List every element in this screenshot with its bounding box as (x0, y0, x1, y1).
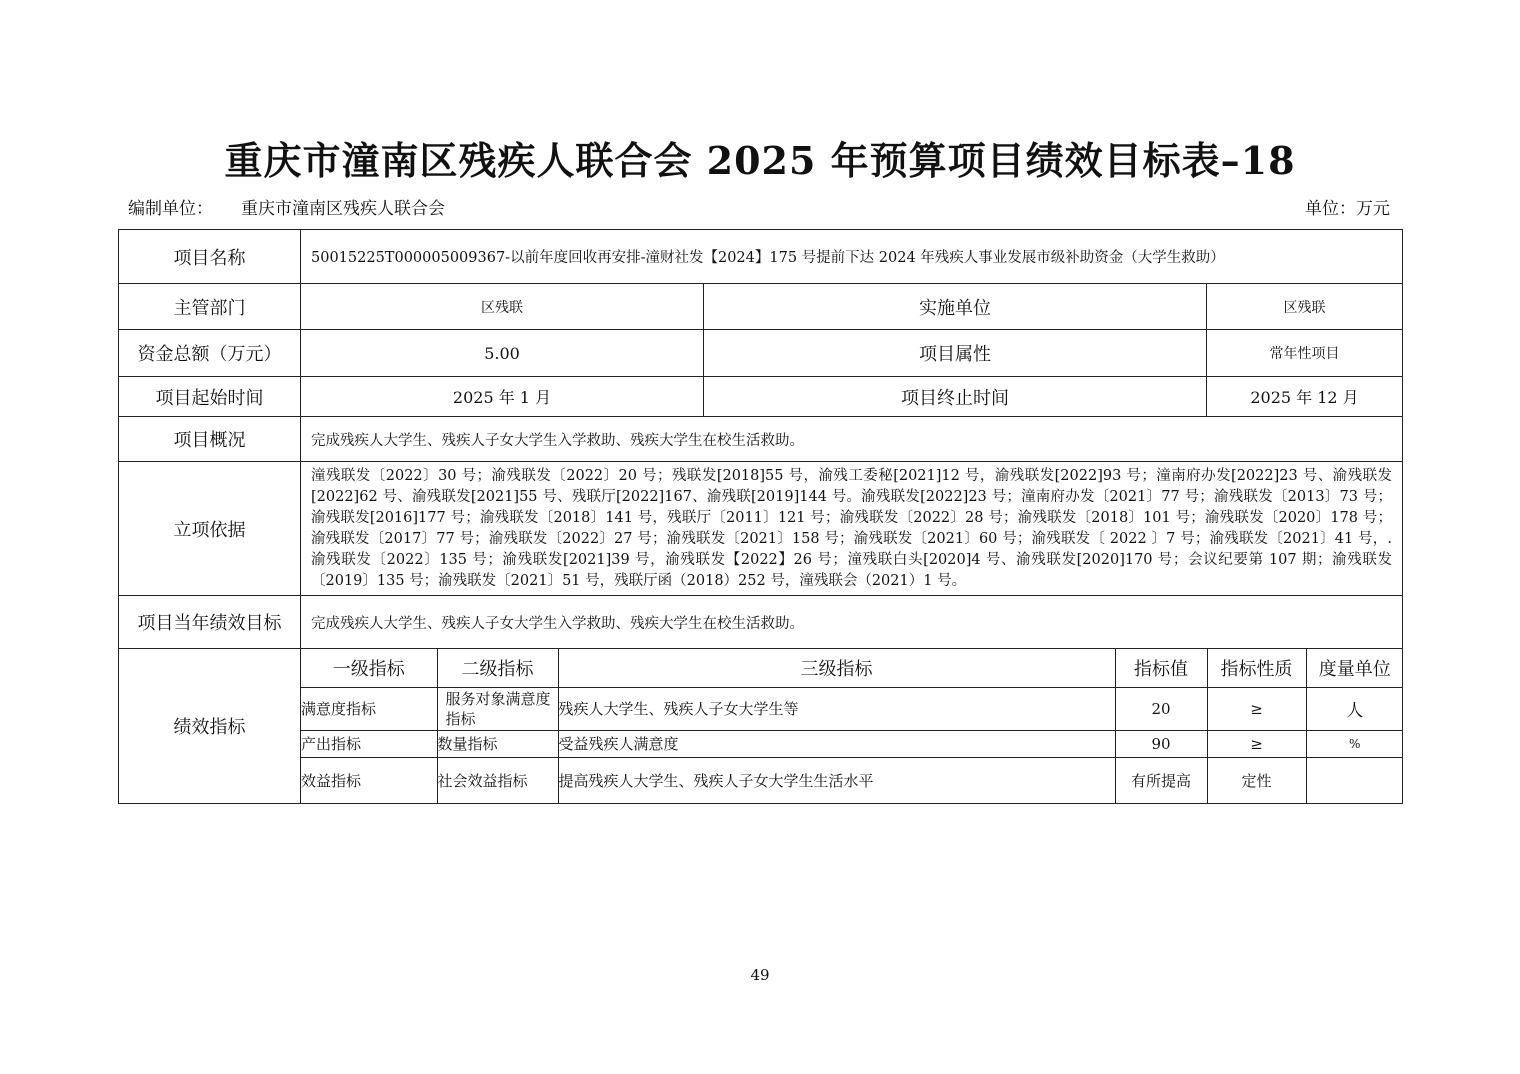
impl-label: 实施单位 (704, 284, 1207, 330)
overview-value: 完成残疾人大学生、残疾人子女大学生入学救助、残疾大学生在校生活救助。 (301, 417, 1403, 462)
indicator-l3: 残疾人大学生、残疾人子女大学生等 (558, 687, 1115, 730)
project-name-label: 项目名称 (119, 230, 301, 284)
indicator-l2: 社会效益指标 (437, 757, 558, 803)
indicator-row (301, 757, 1403, 803)
indicator-l1: 产出指标 (301, 730, 437, 757)
indicators-table (301, 649, 1403, 803)
page-title: 重庆市潼南区残疾人联合会 2025 年预算项目绩效目标表–18 (224, 138, 1296, 183)
indicator-nature: ≥ (1207, 687, 1306, 730)
perf-label: 绩效指标 (119, 649, 301, 804)
row-goal (119, 596, 1403, 649)
header-unit: 度量单位 (1306, 649, 1403, 687)
indicator-value: 有所提高 (1115, 757, 1207, 803)
start-label: 项目起始时间 (119, 377, 301, 417)
goal-value: 完成残疾人大学生、残疾人子女大学生入学救助、残疾大学生在校生活救助。 (301, 596, 1403, 649)
basis-value: 潼残联发〔2022〕30 号；渝残联发〔2022〕20 号；残联发[2018]55 号，渝残工委秘[2021]12 号，渝残联发[2022]93 号；潼南府办发[2022]23 号、渝残联发[2022]62 号、渝残联发[2021]55 号、残联厅[2022]167、渝残联[2019]144 号。渝残联发[2022]23 号；潼南府办发〔2021〕77 号；渝残联发〔2013〕73 号；渝残联发[2016]177 号；渝残联发〔2018〕141 号，残联厅〔2011〕121 号；渝残联发〔2022〕28 号；渝残联发〔2018〕101 号；渝残联发〔2020〕178 号；渝残联发〔2017〕77 号；渝残联发〔2022〕27 号；渝残联发〔2021〕158 号；渝残联发〔2021〕60 号；渝残联发〔 2022 〕7 号；渝残联发〔2021〕41 号，.渝残联发〔2022〕135 号；渝残联发[2021]39 号，渝残联发【2022】26 号；潼残联白头[2020]4 号、渝残联发[2020]170 号；会议纪要第 107 期；渝残联发〔2019〕135 号；渝残联发〔2021〕51 号，残联厅函（2018）252 号，潼残联会（2021）1 号。 (301, 462, 1403, 596)
dept-label: 主管部门 (119, 284, 301, 330)
row-fund (119, 330, 1403, 377)
goal-label: 项目当年绩效目标 (119, 596, 301, 649)
end-value: 2025 年 12 月 (1207, 377, 1403, 417)
header-l3: 三级指标 (558, 649, 1115, 687)
indicator-row (301, 687, 1403, 730)
end-label: 项目终止时间 (704, 377, 1207, 417)
indicator-unit (1306, 757, 1403, 803)
indicator-l1: 效益指标 (301, 757, 437, 803)
attr-value: 常年性项目 (1207, 330, 1403, 377)
row-indicators (119, 649, 1403, 804)
indicator-unit: % (1306, 730, 1403, 757)
header-nature: 指标性质 (1207, 649, 1306, 687)
page-number: 49 (750, 966, 770, 984)
indicator-header-row (301, 649, 1403, 687)
dept-value: 区残联 (301, 284, 704, 330)
header-l1: 一级指标 (301, 649, 437, 687)
overview-label: 项目概况 (119, 417, 301, 462)
fund-label: 资金总额（万元） (119, 330, 301, 377)
indicator-l3: 受益残疾人满意度 (558, 730, 1115, 757)
header-l2: 二级指标 (437, 649, 558, 687)
fund-value: 5.00 (301, 330, 704, 377)
indicator-l2: 服务对象满意度指标 (437, 687, 558, 730)
project-name-value: 50015225T000005009367-以前年度回收再安排-潼财社发【2024】175 号提前下达 2024 年残疾人事业发展市级补助资金（大学生救助） (301, 230, 1403, 284)
org-label: 编制单位： (128, 199, 213, 219)
impl-value: 区残联 (1207, 284, 1403, 330)
indicator-row (301, 730, 1403, 757)
indicator-value: 20 (1115, 687, 1207, 730)
indicators-cell (301, 649, 1403, 804)
attr-label: 项目属性 (704, 330, 1207, 377)
indicator-unit: 人 (1306, 687, 1403, 730)
header-value: 指标值 (1115, 649, 1207, 687)
row-basis (119, 462, 1403, 596)
org-info (128, 194, 445, 219)
indicator-l1: 满意度指标 (301, 687, 437, 730)
unit-label: 单位：万元 (1305, 199, 1390, 219)
basis-label: 立项依据 (119, 462, 301, 596)
row-department (119, 284, 1403, 330)
indicator-nature: 定性 (1207, 757, 1306, 803)
org-name: 重庆市潼南区残疾人联合会 (241, 199, 445, 219)
indicator-nature: ≥ (1207, 730, 1306, 757)
indicator-l2: 数量指标 (437, 730, 558, 757)
row-time (119, 377, 1403, 417)
indicator-l3: 提高残疾人大学生、残疾人子女大学生生活水平 (558, 757, 1115, 803)
start-value: 2025 年 1 月 (301, 377, 704, 417)
performance-table (118, 229, 1403, 804)
indicator-value: 90 (1115, 730, 1207, 757)
row-overview (119, 417, 1403, 462)
row-project-name (119, 230, 1403, 284)
